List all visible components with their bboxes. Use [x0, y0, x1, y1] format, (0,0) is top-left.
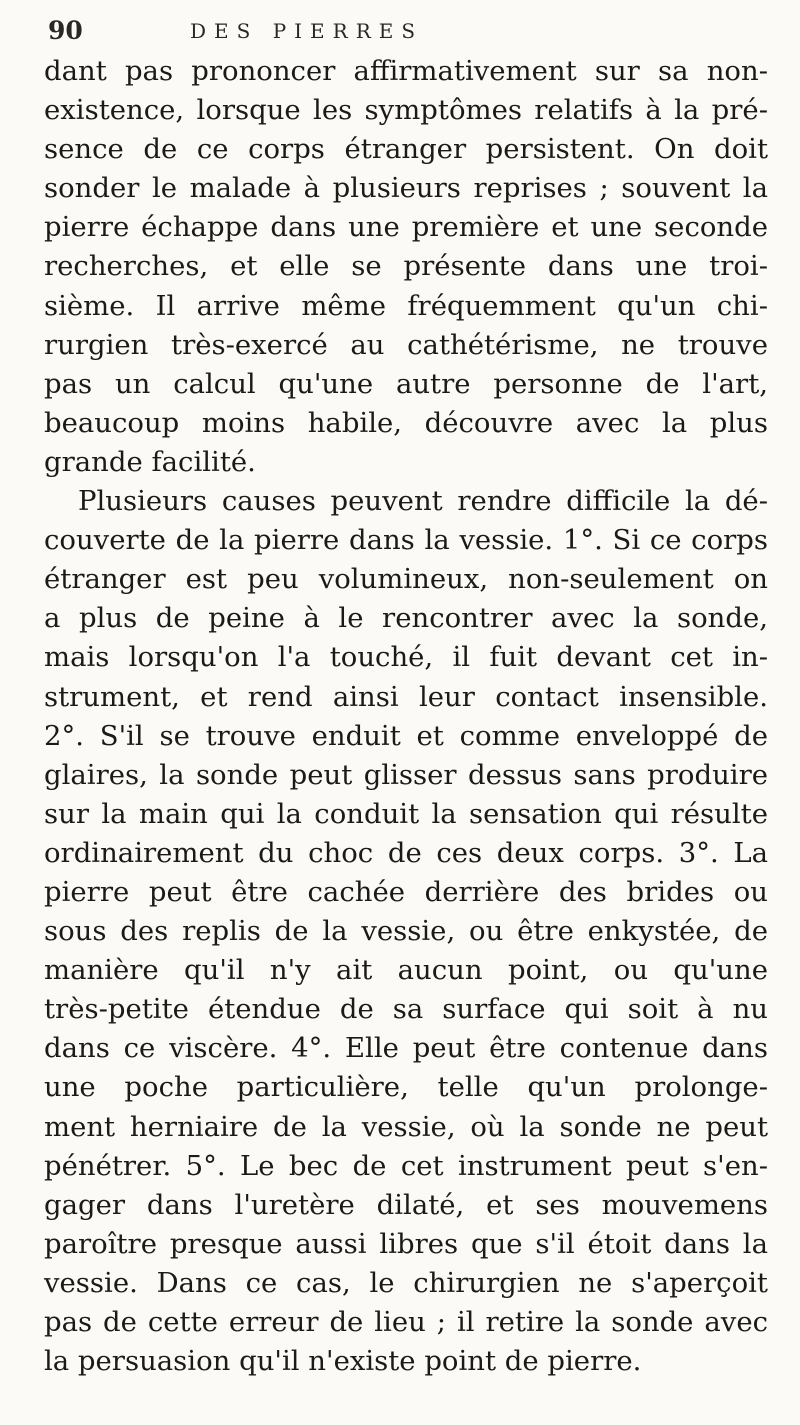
- text-line: rurgien très-exercé au cathétérisme, ne trouve: [44, 328, 768, 361]
- text-line: paroître presque aussi libres que s'il étoit dans la: [44, 1227, 768, 1260]
- body-text: [44, 52, 768, 1381]
- text-line: une poche particulière, telle qu'un prolonge-: [44, 1071, 768, 1104]
- text-line: sième. Il arrive même fréquemment qu'un chi-: [44, 289, 768, 322]
- text-line: existence, lorsque les symptômes relatifs à la pré-: [44, 94, 768, 127]
- text-line: pas un calcul qu'une autre personne de l'art,: [44, 367, 768, 400]
- text-line: grande facilité.: [44, 445, 256, 478]
- text-line: dans ce viscère. 4°. Elle peut être contenue dans: [44, 1032, 768, 1065]
- text-line: mais lorsqu'on l'a touché, il fuit devant cet in-: [44, 641, 768, 674]
- text-line: dant pas prononcer affirmativement sur sa non-: [44, 55, 768, 87]
- text-line: pas de cette erreur de lieu ; il retire la sonde avec: [44, 1306, 768, 1338]
- page-number: 90: [48, 16, 83, 45]
- text-line: sence de ce corps étranger persistent. On doit: [44, 133, 768, 166]
- text-line: couverte de la pierre dans la vessie. 1°. Si ce corps: [44, 524, 768, 557]
- text-line: gager dans l'uretère dilaté, et ses mouvemens: [44, 1188, 768, 1221]
- text-line: recherches, et elle se présente dans une troi-: [44, 250, 768, 283]
- text-line: beaucoup moins habile, découvre avec la plus: [44, 406, 768, 439]
- text-line: ordinairement du choc de ces deux corps. 3°. La: [44, 836, 768, 869]
- text-line: glaires, la sonde peut glisser dessus sans produire: [44, 758, 768, 791]
- text-line: 2°. S'il se trouve enduit et comme enveloppé de: [44, 719, 768, 752]
- paragraph-start-line: Plusieurs causes peuvent rendre difficile la dé-: [78, 485, 768, 518]
- text-line: sous des replis de la vessie, ou être enkystée, de: [44, 915, 768, 948]
- text-line: vessie. Dans ce cas, le chirurgien ne s'aperçoit: [44, 1266, 768, 1299]
- text-line: pierre échappe dans une première et une seconde: [44, 211, 768, 244]
- page-header: [48, 14, 618, 48]
- text-line: sur la main qui la conduit la sensation qui résulte: [44, 797, 768, 830]
- text-line: ment herniaire de la vessie, où la sonde ne peut: [44, 1110, 768, 1143]
- text-line: sonder le malade à plusieurs reprises ; souvent la: [44, 172, 768, 205]
- text-line: pénétrer. 5°. Le bec de cet instrument peut s'en-: [44, 1149, 768, 1182]
- text-line: étranger est peu volumineux, non-seulement on: [44, 563, 768, 596]
- text-line: la persuasion qu'il n'existe point de pierre.: [44, 1345, 642, 1378]
- text-line: strument, et rend ainsi leur contact insensible.: [44, 680, 768, 713]
- text-line: très-petite étendue de sa surface qui soit à nu: [44, 993, 768, 1026]
- text-line: a plus de peine à le rencontrer avec la sonde,: [44, 602, 768, 635]
- text-line: pierre peut être cachée derrière des brides ou: [44, 875, 768, 908]
- text-line: manière qu'il n'y ait aucun point, ou qu'une: [44, 954, 768, 987]
- running-head: DES PIERRES: [190, 19, 424, 43]
